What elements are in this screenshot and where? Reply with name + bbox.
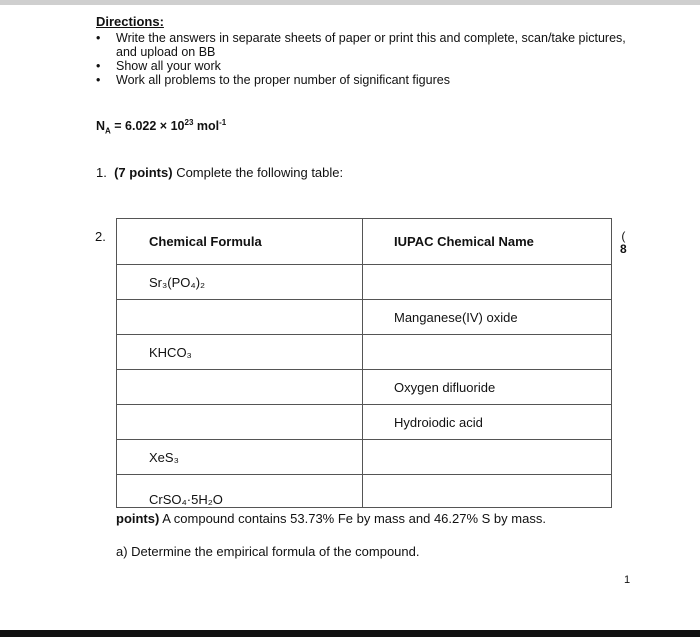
- constant-value: = 6.022 × 10: [110, 119, 185, 134]
- directions-item-text: Show all your work: [116, 59, 221, 73]
- directions-item-continuation: and upload on BB: [116, 45, 216, 59]
- table-row: [117, 405, 612, 440]
- table-row: [117, 370, 612, 405]
- name-cell: Hydroiodic acid: [363, 405, 612, 440]
- points-marker-value: 8: [620, 242, 627, 256]
- table-row: [117, 335, 612, 370]
- formula-cell: Sr₃(PO₄)₂: [117, 265, 363, 300]
- constant-exponent: 23: [184, 118, 194, 127]
- question-2-points-word: points): [116, 511, 160, 526]
- name-cell: Oxygen difluoride: [363, 370, 612, 405]
- directions-item-text: Write the answers in separate sheets of paper or print this and complete, scan/take pictures,: [116, 31, 626, 45]
- directions-item: [96, 31, 656, 59]
- table-row: [117, 440, 612, 475]
- formula-cell: [117, 300, 363, 335]
- bullet-icon: •: [96, 59, 101, 73]
- name-cell: [363, 265, 612, 300]
- question-2-text: [116, 511, 546, 526]
- question-2-part-a: a) Determine the empirical formula of the compound.: [116, 544, 420, 559]
- question-2-number: 2.: [95, 229, 106, 244]
- formula-cell: KHCO₃: [117, 335, 363, 370]
- header-iupac-name: IUPAC Chemical Name: [363, 219, 612, 265]
- formula-cell: CrSO₄·5H₂O: [117, 475, 363, 508]
- bullet-icon: •: [96, 73, 101, 87]
- table-row: [117, 475, 612, 508]
- question-1-points: (7 points): [114, 165, 173, 180]
- scan-edge-top: [0, 0, 700, 5]
- constant-unit: mol: [193, 119, 220, 134]
- directions-title: Directions:: [96, 14, 164, 29]
- name-cell: Manganese(IV) oxide: [363, 300, 612, 335]
- constant-symbol: N: [96, 119, 106, 134]
- directions-item: [96, 59, 656, 73]
- table-row: [117, 265, 612, 300]
- constant-unit-exponent: -1: [219, 118, 227, 127]
- points-marker-paren: (: [621, 229, 626, 243]
- page-number: 1: [624, 574, 631, 586]
- scan-edge-bottom: [0, 630, 700, 637]
- directions-list: [96, 31, 656, 87]
- question-1: [96, 165, 343, 180]
- formula-cell: XeS₃: [117, 440, 363, 475]
- question-1-number: 1.: [96, 165, 107, 180]
- constant-subscript: A: [105, 126, 111, 136]
- formula-cell: [117, 370, 363, 405]
- name-cell: [363, 475, 612, 508]
- table-header-row: [117, 219, 612, 265]
- question-1-text: Complete the following table:: [172, 165, 344, 180]
- question-2-statement: A compound contains 53.73% Fe by mass and 46.27% S by mass.: [159, 511, 546, 526]
- directions-item-text: Work all problems to the proper number of significant figures: [116, 73, 450, 87]
- directions-item: [96, 73, 656, 87]
- avogadro-constant: [96, 118, 226, 136]
- question-2-points-marker: [620, 230, 627, 256]
- bullet-icon: •: [96, 31, 101, 45]
- formula-cell: [117, 405, 363, 440]
- name-cell: [363, 335, 612, 370]
- header-chemical-formula: Chemical Formula: [117, 219, 363, 265]
- table-row: [117, 300, 612, 335]
- name-cell: [363, 440, 612, 475]
- chemical-table: [116, 218, 612, 508]
